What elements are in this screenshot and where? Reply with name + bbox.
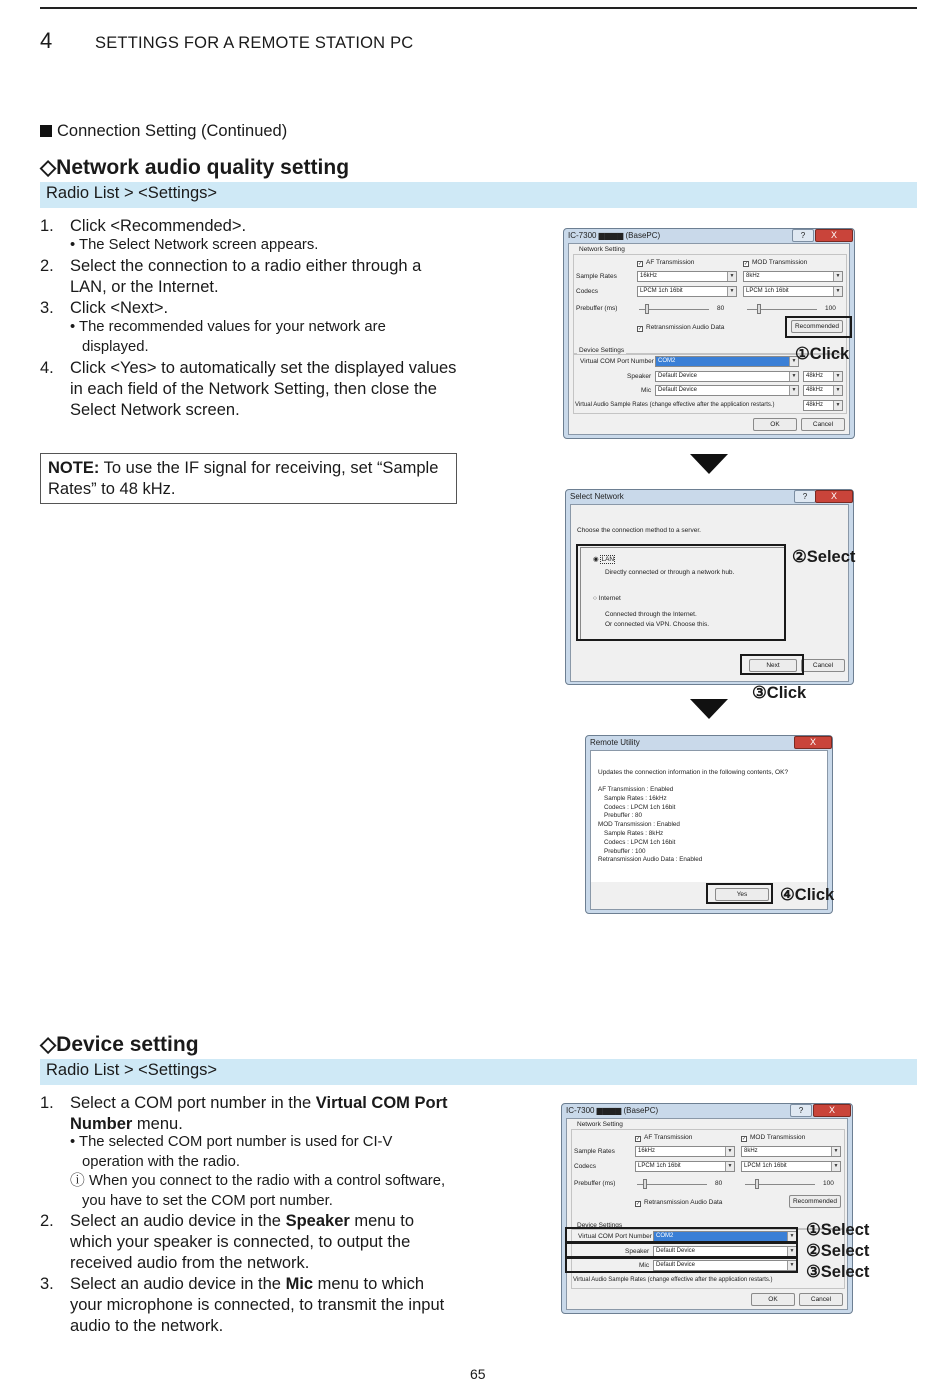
chevron-down-icon: ▼ (833, 386, 842, 395)
chevron-down-icon: ▼ (789, 372, 798, 381)
confirm-question: Updates the connection information in the following contents, OK? (598, 769, 789, 776)
ok-button[interactable]: OK (753, 418, 797, 431)
callout-click-3: ③Click (752, 684, 807, 702)
chapter-title: SETTINGS FOR A REMOTE STATION PC (95, 34, 414, 52)
network-audio-path: Radio List > <Settings> (40, 182, 917, 208)
diamond-icon: ◇ (40, 1033, 57, 1056)
chevron-down-icon: ▼ (831, 1147, 840, 1156)
cancel-button[interactable]: Cancel (801, 659, 845, 672)
chevron-down-icon: ▼ (787, 1247, 796, 1256)
af-prebuffer-value: 80 (715, 1180, 723, 1187)
check-icon: ✓ (742, 1136, 747, 1142)
step-number: 3. (40, 1275, 54, 1293)
callout-click-1: ①Click (795, 345, 850, 363)
codecs-label: Codecs (574, 1163, 597, 1170)
group-label: Network Setting (577, 1121, 623, 1128)
highlight-box (706, 883, 773, 904)
vcom-select[interactable]: COM2 ▼ (653, 1231, 797, 1242)
speaker-label: Speaker (627, 373, 652, 380)
af-codec-select[interactable]: LPCM 1ch 16bit ▼ (637, 286, 737, 297)
window-title: IC-7300 ▆▆▆▆ (BasePC) (568, 231, 661, 240)
mic-rate-select[interactable]: 48kHz ▼ (803, 385, 843, 396)
chevron-down-icon: ▼ (725, 1147, 734, 1156)
top-rule (40, 7, 917, 9)
step-text: Select the connection to a radio either through a LAN, or the Internet. (70, 257, 422, 296)
chevron-down-icon: ▼ (833, 287, 842, 296)
step-sub: • The recommended values for your network are displayed. (70, 319, 386, 355)
af-prebuffer-value: 80 (717, 305, 725, 312)
device-setting-path: Radio List > <Settings> (40, 1059, 917, 1085)
sample-rates-label: Sample Rates (574, 1148, 615, 1155)
step-number: 1. (40, 217, 54, 235)
next-button[interactable]: Next (749, 659, 797, 672)
mic-select[interactable]: Default Device ▼ (653, 1260, 797, 1271)
device-steps (40, 1093, 460, 1343)
help-button[interactable]: ? (790, 1104, 812, 1117)
mic-label: Mic (639, 1262, 650, 1269)
mic-label: Mic (641, 387, 652, 394)
speaker-select[interactable]: Default Device ▼ (655, 371, 799, 382)
prebuffer-label: Prebuffer (ms) (576, 305, 618, 312)
step-number: 3. (40, 299, 54, 317)
step-number: 4. (40, 359, 54, 377)
mod-prebuffer-value: 100 (823, 1180, 834, 1187)
callout-select-3: ③Select (806, 1263, 870, 1281)
down-arrow-icon (690, 699, 728, 719)
prebuffer-label: Prebuffer (ms) (574, 1180, 616, 1187)
chevron-down-icon: ▼ (727, 272, 736, 281)
af-sample-rate-select[interactable]: 16kHz ▼ (637, 271, 737, 282)
page-number: 65 (470, 1366, 486, 1382)
chevron-down-icon: ▼ (789, 386, 798, 395)
vcom-select[interactable]: COM2 ▼ (655, 356, 799, 367)
step-info: ⓘ When you connect to the radio with a control software, you have to set the COM port number. (70, 1173, 446, 1209)
step-text: Click <Next>. (70, 299, 169, 317)
vcom-label: Virtual COM Port Number (578, 1233, 652, 1240)
step-text: Select an audio device in the Mic menu to which your microphone is connected, to transmit the input audio to the network. (70, 1275, 445, 1335)
step-text: Click <Recommended>. (70, 217, 247, 235)
mod-sample-rate-select[interactable]: 8kHz ▼ (741, 1146, 841, 1157)
af-checkbox[interactable]: ✓ AF Transmission (638, 259, 695, 267)
slider-thumb[interactable] (757, 304, 761, 314)
internet-description-2: Or connected via VPN. Choose this. (605, 621, 710, 628)
radio-selected-icon: ◉ (593, 556, 599, 563)
group-label: Device Settings (577, 1222, 623, 1229)
vasr-select[interactable]: 48kHz ▼ (803, 400, 843, 411)
cancel-button[interactable]: Cancel (801, 418, 845, 431)
af-prebuffer-slider[interactable] (639, 309, 709, 310)
mod-sample-rate-select[interactable]: 8kHz ▼ (743, 271, 843, 282)
diamond-icon: ◇ (40, 156, 57, 179)
callout-click-4: ④Click (780, 886, 835, 904)
check-icon: ✓ (744, 261, 749, 267)
network-setting-group (573, 254, 847, 354)
retransmission-checkbox[interactable]: ✓ Retransmission Audio Data (636, 1199, 723, 1207)
slider-thumb[interactable] (755, 1179, 759, 1189)
close-button[interactable]: X (794, 736, 832, 749)
sample-rates-label: Sample Rates (576, 273, 617, 280)
check-icon: ✓ (636, 1136, 641, 1142)
retransmission-checkbox[interactable]: ✓ Retransmission Audio Data (638, 324, 725, 332)
vasr-label: Virtual Audio Sample Rates (change effective after the application restarts.) (575, 402, 775, 408)
recommended-button[interactable]: Recommended (789, 1195, 841, 1208)
close-button[interactable]: X (815, 229, 853, 242)
group-label: Network Setting (579, 246, 625, 253)
codecs-label: Codecs (576, 288, 599, 295)
callout-select-1: ①Select (806, 1221, 870, 1239)
close-button[interactable]: X (813, 1104, 851, 1117)
highlight-box (576, 544, 786, 641)
step-text: Select a COM port number in the Virtual COM Port Number menu. (70, 1094, 448, 1133)
mod-checkbox[interactable]: ✓ MOD Transmission (742, 1134, 806, 1142)
ok-button[interactable]: OK (751, 1293, 795, 1306)
mic-select[interactable]: Default Device ▼ (655, 385, 799, 396)
chevron-down-icon: ▼ (727, 287, 736, 296)
network-setting-group (571, 1129, 845, 1229)
note-text: To use the IF signal for receiving, set “Sample Rates” to 48 kHz. (48, 459, 439, 498)
down-arrow-icon (690, 454, 728, 474)
mod-codec-select[interactable]: LPCM 1ch 16bit ▼ (741, 1161, 841, 1172)
chevron-down-icon: ▼ (725, 1162, 734, 1171)
step-sub: • The selected COM port number is used for CI-V operation with the radio. (70, 1134, 393, 1170)
lan-description: Directly connected or through a network hub. (605, 569, 735, 576)
chevron-down-icon: ▼ (789, 357, 798, 366)
highlight-box (565, 1227, 798, 1243)
callout-select-2: ②Select (792, 548, 856, 566)
network-steps (40, 216, 460, 426)
vasr-label: Virtual Audio Sample Rates (change effective after the application restarts.) (573, 1277, 773, 1283)
af-codec-select[interactable]: LPCM 1ch 16bit ▼ (635, 1161, 735, 1172)
device-settings-window (561, 1103, 853, 1314)
chevron-down-icon: ▼ (831, 1162, 840, 1171)
slider-thumb[interactable] (643, 1179, 647, 1189)
note-box (40, 453, 457, 504)
network-audio-heading: ◇Network audio quality setting (40, 156, 350, 179)
highlight-box (565, 1257, 798, 1273)
lan-radio[interactable]: ◉ LAN (593, 556, 615, 563)
check-icon: ✓ (638, 326, 643, 332)
bullet-icon: • (70, 319, 76, 335)
bullet-icon: • (70, 237, 76, 253)
highlight-box (785, 316, 852, 338)
note-label: NOTE: (48, 459, 100, 477)
callout-select-2: ②Select (806, 1242, 870, 1260)
af-checkbox[interactable]: ✓ AF Transmission (636, 1134, 693, 1142)
step-number: 2. (40, 257, 54, 275)
step-number: 1. (40, 1094, 54, 1112)
step-sub: • The Select Network screen appears. (70, 237, 319, 253)
check-icon: ✓ (638, 261, 643, 267)
device-setting-heading: ◇Device setting (40, 1033, 199, 1056)
window-title: IC-7300 ▆▆▆▆ (BasePC) (566, 1106, 659, 1115)
recommended-button[interactable]: Recommended (791, 320, 843, 333)
speaker-select[interactable]: Default Device ▼ (653, 1246, 797, 1257)
check-icon: ✓ (636, 1201, 641, 1207)
mod-prebuffer-value: 100 (825, 305, 836, 312)
chevron-down-icon: ▼ (787, 1261, 796, 1270)
window-body (568, 243, 850, 435)
chapter-number: 4 (40, 28, 53, 53)
window-title: Remote Utility (590, 738, 640, 747)
internet-description-1: Connected through the Internet. (605, 611, 697, 618)
mod-checkbox[interactable]: ✓ MOD Transmission (744, 259, 808, 267)
step-number: 2. (40, 1212, 54, 1230)
af-sample-rate-select[interactable]: 16kHz ▼ (635, 1146, 735, 1157)
confirm-details: AF Transmission : Enabled Sample Rates : 16kHz Codecs : LPCM 1ch 16bit Prebuffer : 80 MOD Transmission : Enabled Sample Rates : 8kHz Codecs : LPCM 1ch 16bit Prebuffer : 100 Retransmission Audio Data : Enabled (598, 786, 703, 864)
chevron-down-icon: ▼ (787, 1232, 796, 1241)
bullet-icon: • (70, 1134, 76, 1150)
section-label: Connection Setting (Continued) (40, 122, 287, 141)
vcom-label: Virtual COM Port Number (580, 358, 654, 365)
mod-codec-select[interactable]: LPCM 1ch 16bit ▼ (743, 286, 843, 297)
speaker-label: Speaker (625, 1248, 650, 1255)
internet-radio[interactable]: ○ Internet (593, 595, 621, 602)
chevron-down-icon: ▼ (833, 372, 842, 381)
yes-button[interactable]: Yes (715, 888, 769, 901)
highlight-box (740, 654, 804, 675)
close-button[interactable]: X (815, 490, 853, 503)
help-button[interactable]: ? (794, 490, 816, 503)
step-text: Select an audio device in the Speaker menu to which your speaker is connected, to output the received audio from the network. (70, 1212, 415, 1272)
square-bullet-icon (40, 125, 52, 137)
step-text: Click <Yes> to automatically set the displayed values in each field of the Network Setting, then close the Select Network screen. (70, 359, 457, 419)
af-prebuffer-slider[interactable] (637, 1184, 707, 1185)
chevron-down-icon: ▼ (833, 401, 842, 410)
speaker-rate-select[interactable]: 48kHz ▼ (803, 371, 843, 382)
slider-thumb[interactable] (645, 304, 649, 314)
prompt-text: Choose the connection method to a server. (577, 527, 701, 534)
cancel-button[interactable]: Cancel (799, 1293, 843, 1306)
info-icon: ⓘ (70, 1173, 85, 1189)
chevron-down-icon: ▼ (833, 272, 842, 281)
highlight-box (565, 1242, 798, 1258)
radio-unselected-icon: ○ (593, 595, 597, 602)
group-label: Device Settings (579, 347, 625, 354)
help-button[interactable]: ? (792, 229, 814, 242)
window-title: Select Network (570, 492, 624, 501)
